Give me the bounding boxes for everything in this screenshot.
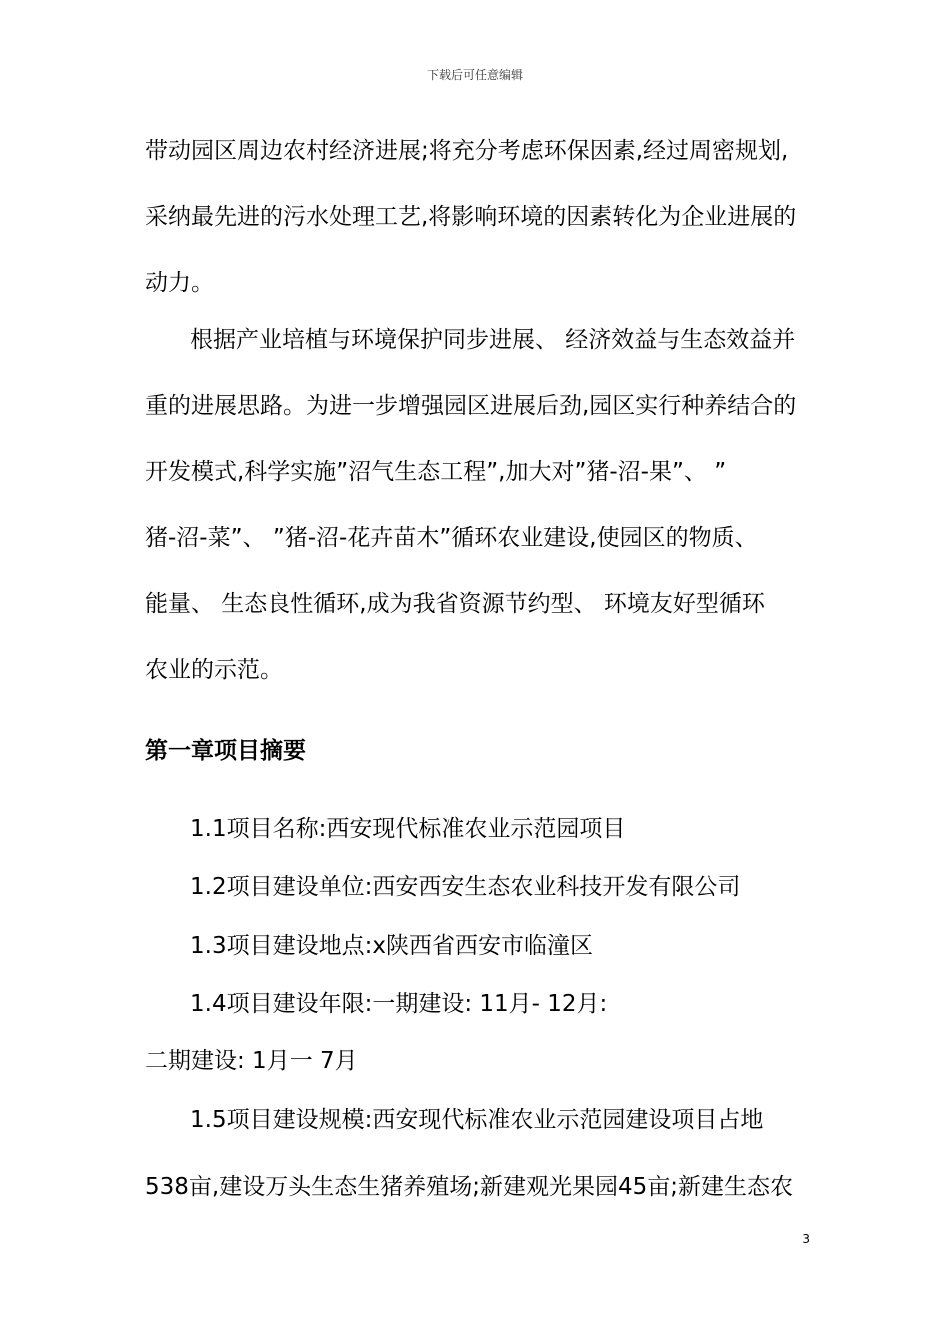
paragraph-line: 根据产业培植与环境保护同步进展、 经济效益与生态效益并 xyxy=(190,327,796,353)
paragraph-line: 采纳最先进的污水处理工艺,将影响环境的因素转化为企业进展的 xyxy=(145,204,797,230)
page-number: 3 xyxy=(802,1232,810,1246)
paragraph-line: 动力。 xyxy=(145,270,214,296)
summary-item-continuation: 538亩,建设万头生态生猪养殖场;新建观光果园45亩;新建生态农 xyxy=(145,1174,793,1200)
page-header: 下载后可任意编辑 xyxy=(426,68,523,82)
summary-item: 1.1项目名称:西安现代标准农业示范园项目 xyxy=(190,816,626,842)
chapter-title: 第一章项目摘要 xyxy=(145,738,306,764)
summary-item: 1.3项目建设地点:x陕西省西安市临潼区 xyxy=(190,933,593,959)
paragraph-line: 农业的示范。 xyxy=(145,657,283,683)
paragraph-line: 带动园区周边农村经济进展;将充分考虑环保因素,经过周密规划, xyxy=(145,138,789,164)
summary-item-continuation: 二期建设: 1月一 7月 xyxy=(145,1048,358,1074)
paragraph-line: 能量、 生态良性循环,成为我省资源节约型、 环境友好型循环 xyxy=(145,591,765,617)
summary-item: 1.2项目建设单位:西安西安生态农业科技开发有限公司 xyxy=(190,874,741,900)
summary-item: 1.4项目建设年限:一期建设: 11月- 12月: xyxy=(190,991,608,1017)
paragraph-line: 重的进展思路。为进一步增强园区进展后劲,园区实行种养结合的 xyxy=(145,393,797,419)
paragraph-line: 开发模式,科学实施”沼气生态工程”,加大对”猪-沼-果”、 ” xyxy=(145,459,727,485)
summary-item: 1.5项目建设规模:西安现代标准农业示范园建设项目占地 xyxy=(190,1107,764,1133)
paragraph-line: 猪-沼-菜”、 ”猪-沼-花卉苗木”循环农业建设,使园区的物质、 xyxy=(145,525,758,551)
